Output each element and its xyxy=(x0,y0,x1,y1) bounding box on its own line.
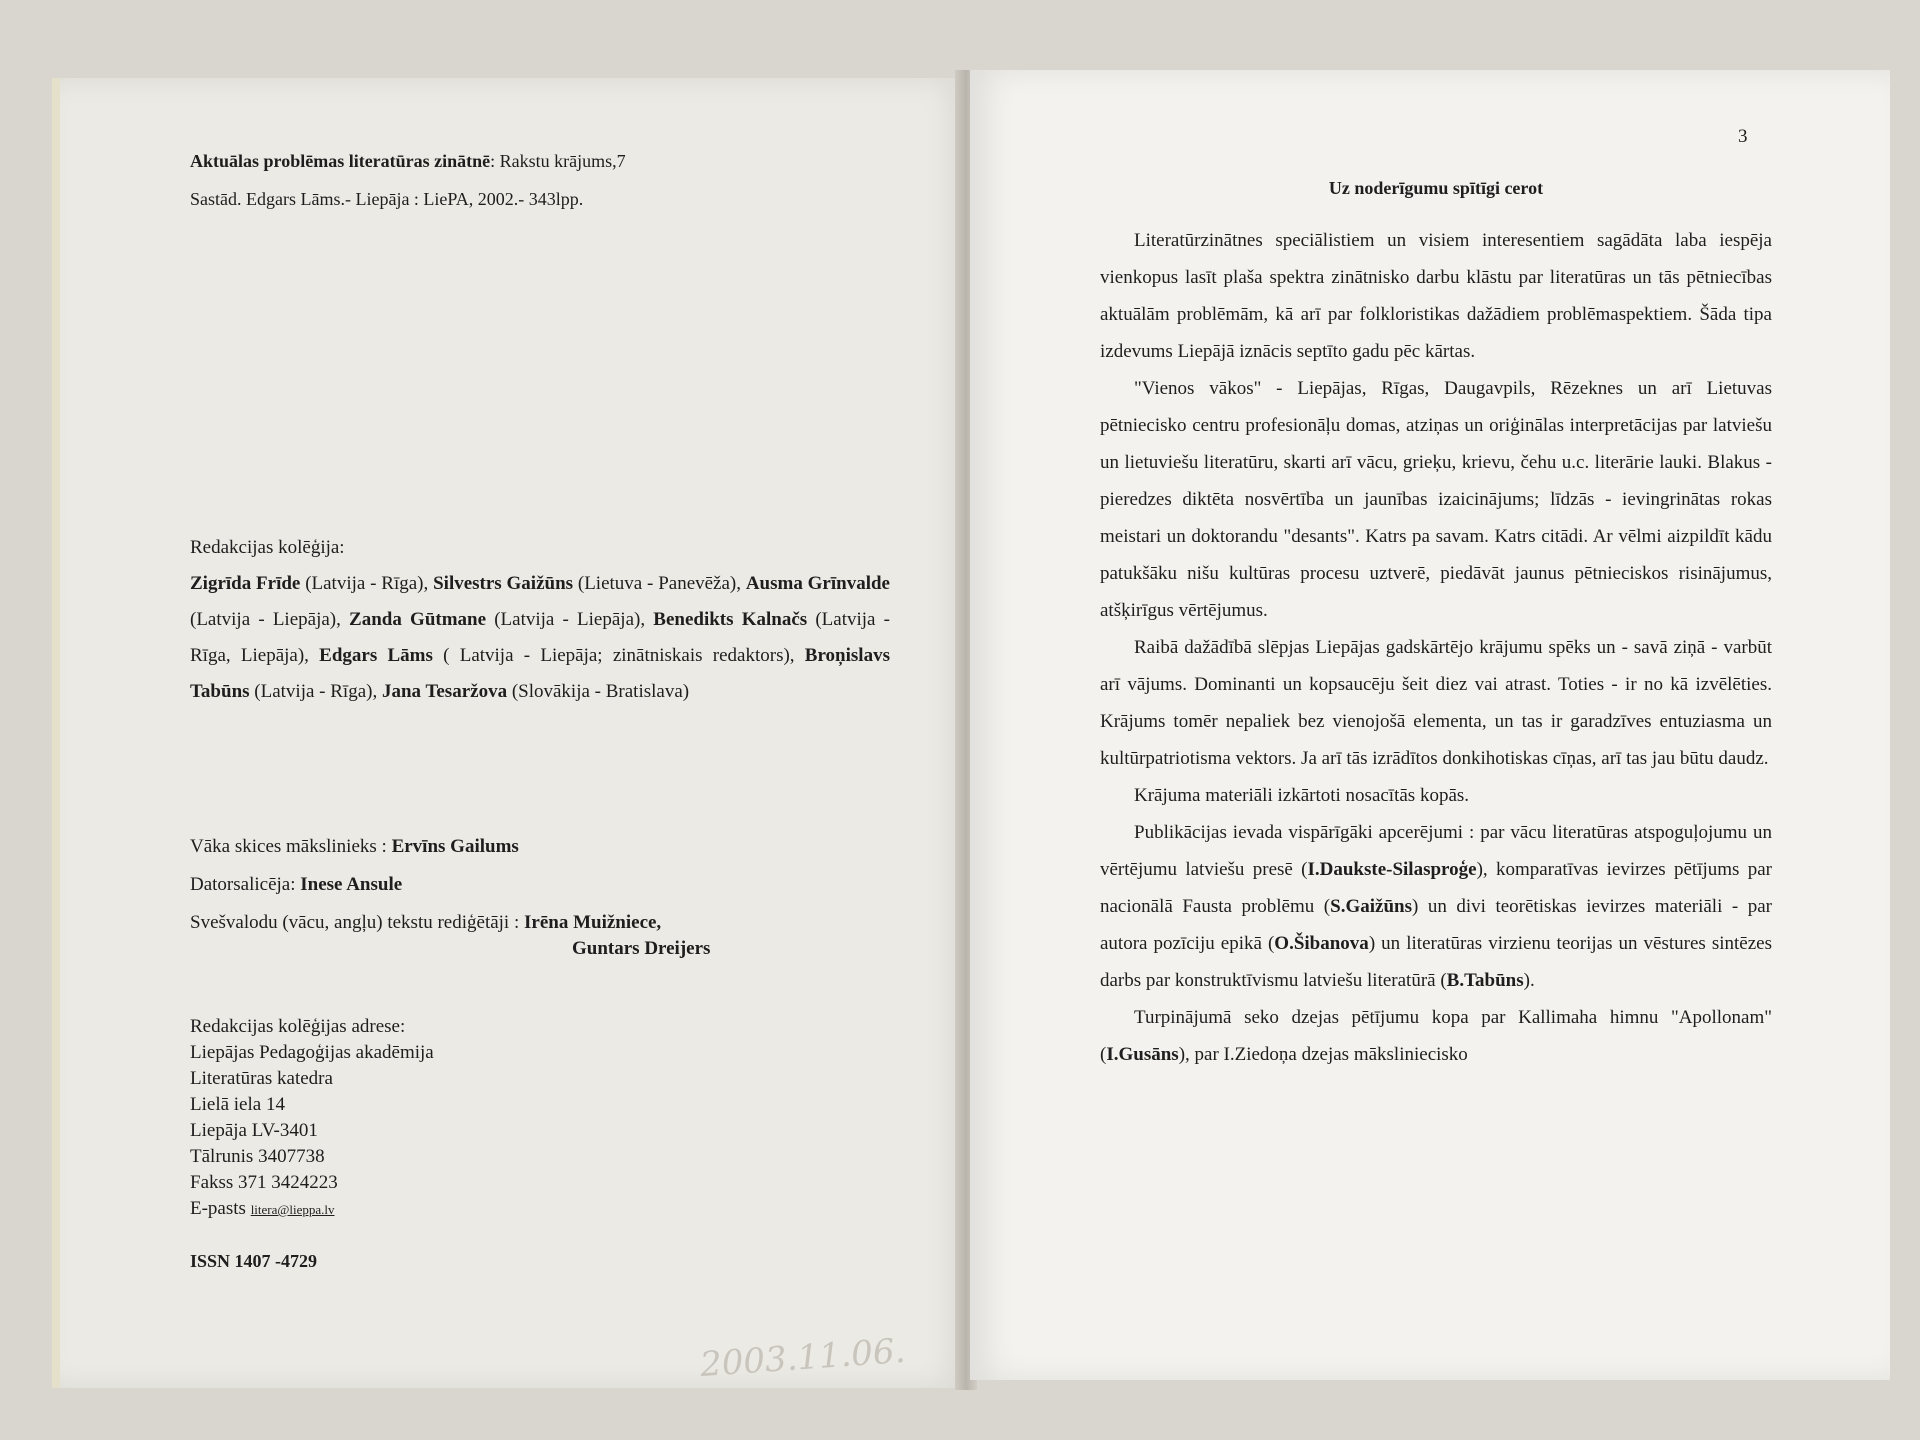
board-member-place: (Latvija - Rīga), xyxy=(300,573,434,594)
board-member-place: (Latvija - Liepāja), xyxy=(190,609,350,630)
paragraph-6 xyxy=(1100,999,1772,1073)
p5-text-i: ). xyxy=(1523,970,1535,991)
board-member-place: (Latvija - Liepāja), xyxy=(486,609,654,630)
p5-text-e: ) un divi teorētiskas ievirzes materiāli - par autora pozīciju epikā ( xyxy=(1100,896,1773,954)
board-heading: Redakcijas kolēģija: xyxy=(190,537,345,558)
address-line: Lielā iela 14 xyxy=(190,1094,285,1115)
address-line: Fakss 371 3424223 xyxy=(190,1172,338,1193)
editorial-board xyxy=(190,530,890,710)
board-member-place: ( Latvija - Liepāja; zinātniskais redaktors), xyxy=(432,645,805,666)
issn: ISSN 1407 -4729 xyxy=(190,1251,318,1271)
board-members xyxy=(190,566,890,710)
board-member-name: Jana Tesaržova xyxy=(381,681,508,702)
cover-label: Vāka skices mākslinieks : xyxy=(190,836,392,857)
email-label: E-pasts xyxy=(190,1198,251,1219)
book-subtitle: : Rakstu krājums,7 xyxy=(490,151,626,171)
paragraph-4: Krājuma materiāli izkārtoti nosacītās kopās. xyxy=(1134,785,1470,806)
paragraph-1: Literatūrzinātnes speciālistiem un visiem interesentiem sagādāta laba iespēja vienkopus lasīt plaša spektra zinātnisko darbu klāstu par literatūras un tās pētniecības aktuālām problēmām, kā arī par folkloristikas dažādiem problēmaspektiem. Šāda tipa izdevums Liepājā iznācis septīto gadu pēc kārtas. xyxy=(1100,230,1772,362)
cover-name: Ervīns Gailums xyxy=(391,836,519,857)
p5-author-3: O.Šibanova xyxy=(1274,933,1369,954)
address-line: Literatūras katedra xyxy=(190,1068,333,1089)
board-member-name: Silvestrs Gaižūns xyxy=(433,573,574,594)
email-line xyxy=(190,1196,890,1223)
board-member-place: (Latvija - Rīga), xyxy=(249,681,382,702)
pencil-note: 2003.11.06. xyxy=(698,1330,907,1386)
board-member-name: Zigrīda Frīde xyxy=(190,573,301,594)
board-member-name: Edgars Lāms xyxy=(319,645,433,666)
board-member-name: Zanda Gūtmane xyxy=(349,609,487,630)
p5-text-a: Publikācijas ievada vispārīgāki apcerējumi : par vācu literatūras atspoguļojumu un vērtējumu latviešu presē ( xyxy=(1100,822,1772,880)
board-member-name: Ausma Grīnvalde xyxy=(745,573,890,594)
article-title: Uz noderīgumu spītīgi cerot xyxy=(1328,178,1544,198)
layout-name: Inese Ansule xyxy=(300,874,403,895)
foreign-name-1: Irēna Muižniece, xyxy=(524,912,662,933)
p6-text-a: Turpinājumā seko dzejas pētījumu kopa par Kallimaha himnu "Apollonam" ( xyxy=(1100,1007,1772,1065)
foreign-editors xyxy=(190,910,890,962)
article-body xyxy=(1100,222,1772,1073)
credits xyxy=(190,828,890,962)
page-number: 3 xyxy=(1738,126,1748,147)
paragraph-3: Raibā dažādībā slēpjas Liepājas gadskārtējo krājumu spēks un - savā ziņā - varbūt arī vājums. Dominanti un kopsaucēju šeit diez vai atrast. Toties - ir no kā izvēlēties. Krājums tomēr nepaliek bez vienojošā elementa, un tas ir garadzīves entuziasma un kultūrpatriotisma vektors. Ja arī tās izrādītos donkihotiskas cīņas, arī tas jau būtu daudz. xyxy=(1100,637,1772,769)
p5-text-c: ), komparatīvas ievirzes pētījums par nacionālā Fausta problēmu ( xyxy=(1100,859,1773,917)
board-member-name: Benedikts Kalnačs xyxy=(653,609,808,630)
bibliographic-entry xyxy=(190,148,890,212)
foreign-name-2: Guntars Dreijers xyxy=(572,938,711,959)
address-lines xyxy=(190,1014,890,1196)
paragraph-5 xyxy=(1100,814,1772,999)
paragraph-2: "Vienos vākos" - Liepājas, Rīgas, Daugavpils, Rēzeknes un arī Lietuvas pētniecisko centru profesionāļu domas, atziņas un oriģinālas interpretācijas par latviešu un lietuviešu literatūru, skarti arī vācu, grieķu, krievu, čehu u.c. literārie lauki. Blakus - pieredzes diktēta nosvērtība un jaunības izaicinājums; līdzās - ievingrinātas rokas meistari un doktorandu "desants". Katrs pa savam. Katrs citādi. Ar vēlmi aizpildīt kādu patukšāku nišu kultūras procesu uztverē, piedāvāt jaunus pētnieciskos risinājumus, atšķirīgus vērtējumus. xyxy=(1100,378,1772,621)
address-line: Liepājas Pedagoģijas akadēmija xyxy=(190,1042,434,1063)
left-page xyxy=(52,78,970,1388)
p5-author-1: I.Daukste-Silasproģe xyxy=(1307,859,1477,880)
p5-author-2: S.Gaižūns xyxy=(1330,896,1412,917)
foreign-label: Svešvalodu (vācu, angļu) tekstu rediģētāji : xyxy=(190,912,524,933)
board-member-place: (Latvija - Rīga, Liepāja), xyxy=(190,609,890,666)
book-title: Aktuālas problēmas literatūras zinātnē xyxy=(190,151,491,171)
p5-author-4: B.Tabūns xyxy=(1446,970,1524,991)
address-line: Tālrunis 3407738 xyxy=(190,1146,325,1167)
layout-label: Datorsalicēja: xyxy=(190,874,301,895)
email-link[interactable]: litera@lieppa.lv xyxy=(250,1202,335,1217)
compiler-line: Sastād. Edgars Lāms.- Liepāja : LiePA, 2002.- 343lpp. xyxy=(190,189,584,209)
board-member-place: (Lietuva - Panevēža), xyxy=(573,573,746,594)
p6-text-c: ), par I.Ziedoņa dzejas mākslinieciskо xyxy=(1178,1044,1468,1065)
board-member-name: Broņislavs Tabūns xyxy=(190,645,890,702)
board-member-place: (Slovākija - Bratislava) xyxy=(507,681,690,702)
address-line: Redakcijas kolēģijas adrese: xyxy=(190,1016,406,1037)
right-page xyxy=(970,70,1890,1380)
cover-artist xyxy=(190,828,890,866)
address-line: Liepāja LV-3401 xyxy=(190,1120,318,1141)
address-block xyxy=(190,1014,890,1223)
p6-author-1: I.Gusāns xyxy=(1106,1044,1179,1065)
p5-text-g: ) un literatūras virzienu teorijas un vēstures sintēzes darbs par konstruktīvismu latviešu literatūrā ( xyxy=(1100,933,1772,991)
layout-credit xyxy=(190,866,890,904)
